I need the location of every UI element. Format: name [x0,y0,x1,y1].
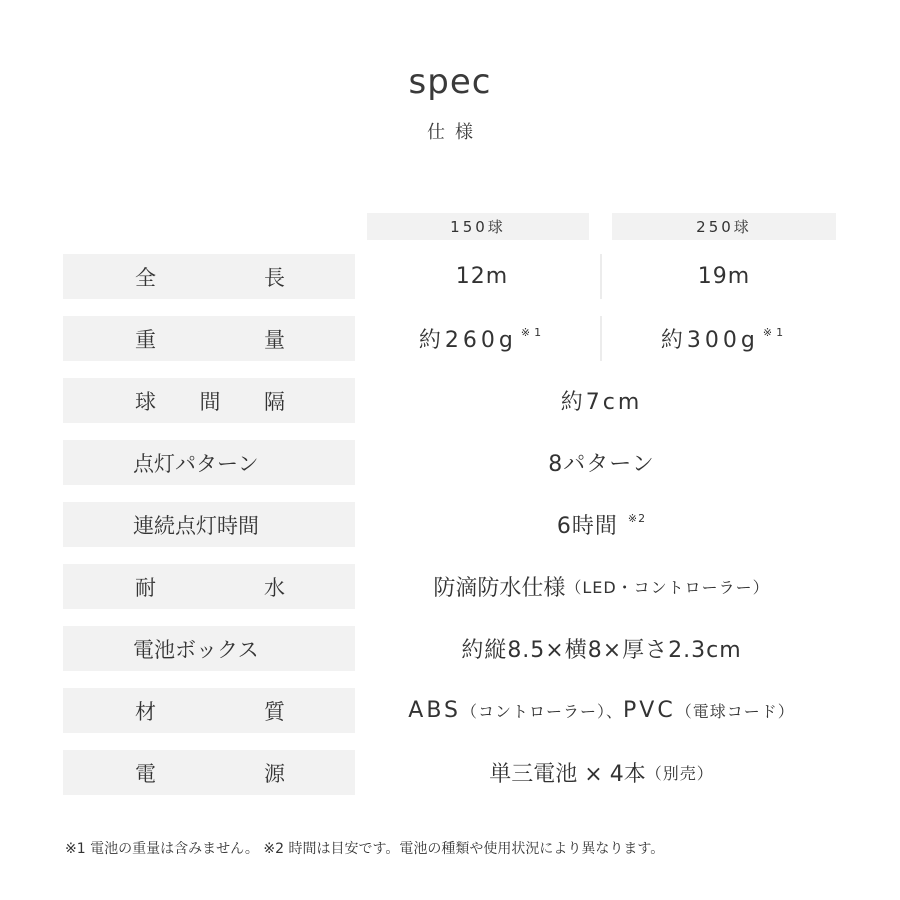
label-char: 間 [199,389,221,414]
column-divider [600,316,602,361]
row-label-continuous-time: 連続点灯時間 [63,502,355,547]
label-char: 重 [135,327,156,352]
label-char: 源 [264,761,285,786]
label-char: 球 [135,389,156,414]
row-label-water-resistance [63,564,355,609]
material-pvc: PVC [623,698,676,723]
column-divider [600,254,602,299]
label-char: 電 [135,761,156,786]
value-material [367,688,836,733]
value-lighting-pattern: 8パターン [548,452,655,477]
value-length-250: 19m [697,264,751,289]
note-marker: ※1 [520,326,546,339]
row-label-weight [63,316,355,361]
label-char: 隔 [264,389,285,414]
row-label-battery-box: 電池ボックス [63,626,355,671]
weight-value: 約300g [660,328,759,353]
label-char: 長 [264,265,285,290]
material-abs: ABS [408,698,461,723]
row-label-total-length [63,254,355,299]
label-char: 水 [264,575,285,600]
page-subtitle: 仕様 [427,122,483,143]
value-power [367,750,836,795]
material-paren-2: （電球コード） [675,702,795,721]
row-label-power [63,750,355,795]
value-length-150: 12m [455,264,509,289]
value-water-resistance [367,564,836,609]
value-weight-250 [612,316,836,361]
label-char: 耐 [135,575,156,600]
power-paren: （別売） [645,764,714,783]
row-label-material [63,688,355,733]
label-char: 量 [264,327,285,352]
page-title: spec [408,62,492,102]
label-char: 材 [135,699,156,724]
water-paren: （LED・コントローラー） [565,578,770,597]
note-marker: ※2 [627,512,647,525]
value-continuous-time [367,502,836,547]
row-label-bulb-spacing [63,378,355,423]
time-value: 6時間 [556,514,618,539]
row-label-lighting-pattern: 点灯パターン [63,440,355,485]
material-paren-1: （コントローラー）、 [461,702,624,721]
weight-value: 約260g [418,328,517,353]
footnote: ※1 電池の重量は含みません。 ※2 時間は目安です。電池の種類や使用状況により異なります。 [65,841,665,857]
value-bulb-spacing: 約7cm [560,390,643,415]
label-char: 質 [264,699,285,724]
water-main: 防滴防水仕様 [433,576,566,601]
column-header-150: 150球 [367,213,589,240]
label-char: 全 [135,265,156,290]
value-battery-box: 約縦8.5×横8×厚さ2.3cm [461,638,742,663]
note-marker: ※1 [762,326,788,339]
value-weight-150 [367,316,597,361]
column-header-250: 250球 [612,213,836,240]
power-main: 単三電池 × 4本 [489,762,646,787]
